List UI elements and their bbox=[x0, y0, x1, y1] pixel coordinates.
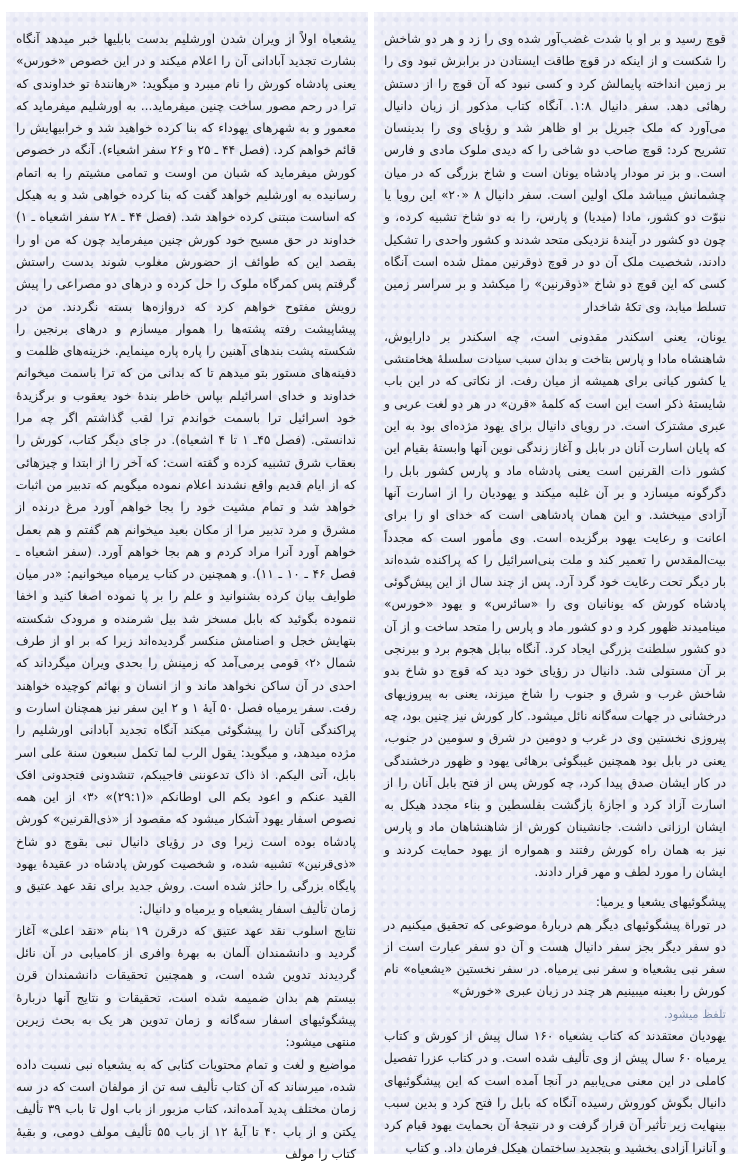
section-heading: پیشگوئیهای یشعیا و یرمیا: bbox=[595, 895, 726, 910]
faint-line: تلفظ میشود. bbox=[663, 1006, 726, 1021]
paragraph: یونان، یعنی اسکندر مقدونی است، چه اسکندر بر دارایوش، شاهنشاه مادا و پارس بتاخت و بدان سبب سیادت سلسلهٔ هخامنشی یا کشور کیانی برای همیشه از میان رفت. از نکاتی که در این باب شایستهٔ ذکر است این است که کلمهٔ «قرن» در هر دو لغت عربی و عبری مشترک است. در رویای دانیال برای یهود مژده‌ای بود به این که پایان اسارت آنان در بابل و آغاز زندگی نوین آنها وابستهٔ بقیام این کشور ذات القرنین است یعنی پادشاه ماد و پارس کشور بابل را دگرگونه میسازد و بر آن غلبه میکند و یهودیان را از اسارت آنها آزادی میبخشد. و این همان پادشاهی است که خدای او را برای اعانت و رعایت یهود برگزیده است. وی مأمور است که مجدداً بیت‌المقدس را تعمیر کند و ملت بنی‌اسرائیل را که پراکنده شده‌اند بار دیگر تحت رعایت خود گرد آرد. پس از چند سال از این پیش‌گوئی پادشاه کورش که یونانیان وی را «سائرس» و یهود «خورس» مینامیدند ظهور کرد و دو کشور ماد و پارس را متحد ساخت و از آن دو کشور سلطنت بزرگی ایجاد کرد. آنگاه ببابل هجوم برد و بیرنجی بر آن مستولی شد. دانیال در رؤیای خود دید که قوچ دو شاخ بدو شاخش غرب و شرق و جنوب را شاخ میزند، یعنی به پیروزیهای درخشانی در جهات سه‌گانه نائل میشود. کار کورش نیز چنین بود، چه پیروزی نخستین وی در غرب و دومین در شرق و سومین در جنوب، یعنی در بابل بود همچنین غیبگوئی برهائی یهود و ظهور درخشندگی در کار ایشان صدق پیدا کرد، چه کورش پس از فتح بابل آنان را از اسارت آزاد کرد و اجازهٔ بازگشت بفلسطین و بناء مجدد هیکل به ایشان ارزانی داشت. جانشینان کورش از شاهنشاهان ماد و پارس نیز به همان راه کورش رفتند و همواره از یهود حمایت کردند و ایشان را مورد لطف و مهر قرار دادند. bbox=[384, 329, 726, 879]
paragraph: قوچ رسید و بر او با شدت غضب‌آور شده وی را زد و هر دو شاخش را شکست و از اینکه در قوچ طاقت ایستادن در برابرش نبود وی را بر زمین انداخته پایمالش کرد و کسی نبود که آن قوچ را از دستش رهائی دهد. سفر دانیال ۱:۸. آنگاه کتاب مذکور از زبان دانیال می‌آورد که ملک جبریل بر او ظاهر شد و رؤیای وی را بدینسان تشریح کرد: قوچ صاحب دو شاخی را که دیدی ملوک مادی و فارس است. و بز نر مودار پادشاه یونان است و شاخ بزرگی که در میان چشمانش میباشد ملک اولین است. سفر دانیال ۸ «۲۰» این رویا یا نبوّت دو کشور، مادا (میدیا) و پارس، را به دو شاخ تشبیه کرده، و چون دو کشور در آیندهٔ نزدیکی متحد شدند و کشور واحدی را تشکیل دادند، شخصیت ملک آن دو در قوچ ذوقرنین ممثل شده است آنگاه کسی که این قوچ دو شاخ «ذوقرنین» را میکشد و بر سراسر زمین تسلط میابد، وی تکهٔ شاخدار bbox=[384, 32, 726, 314]
paragraph: یشعیاه اولاً از ویران شدن اورشلیم بدست بابلیها خبر میدهد آنگاه بشارت تجدید آبادانی آن را اعلام میکند و در این خصوص «خورس» یعنی پادشاه کورش را نام میبرد و میگوید: «رهانندهٔ تو خداوندی که ترا در رحم مصور ساخت چنین میفرماید... به اورشلیم میفرماید که معمور و به شهرهای یهوداء که بنا کرده خواهید شد و خرابیهایش را قائم خواهم کرد. (فصل ۴۴ ـ ۲۵ و ۲۶ سفر اشعیاء). آنگه در خصوص کورش میفرماید که شبان من اوست و تمامی مشیتم را به اتمام رسانیده به اورشلیم خواهد گفت که بنا کرده خواهی شد و به هیکل که اساست مبتنی کرده خواهد شد. (فصل ۴۴ ـ ۲۸ سفر اشعیاه ـ ۱) خداوند در حق مسیح خود کورش چنین میفرماید چون که من او را بقصد این که طوائف از حضورش مغلوب شوند بدست راستش گرفتم پس کمرگاه ملوک را حل کرده و درهای دو مصراعی را پیش رویش مفتوح خواهم کرد که دروازه‌ها بسته نگردند. من در پیشاپیشت رفته پشته‌ها را هموار میسازم و درهای برنجین را شکسته پشت بندهای آهنین را پاره پاره مینمایم. خزینه‌های ظلمت و دفینه‌های مستور بتو میدهم تا که بدانی من که ترا باسمت میخوانم خداوند و خدای اسرائیلم بپاس خاطر بندهٔ خود یعقوب و برگزیدهٔ خود اسرائیل ترا باسمت خواندم ترا لقب گذاشتم اگر چه مرا ندانستی. (فصل ۴۵ـ ۱ تا ۴ اشعیاه). در جای دیگر کتاب، کورش را بعقاب شرق تشبیه کرده و گفته است: که آخر را از ابتدا و چیزهائی که از ایام قدیم واقع نشدند اعلام نموده میگویم که تدبیر من اثبات خواهد شد و تمام مشیت خود را بجا خواهم آورد مرغ درنده از مشرق و مرد تدبیر مرا از مکان بعید میخوانم هم گفتم و هم بعمل خواهم آورد آنرا مراد کردم و هم بجا خواهم آورد. (سفر اشعیاه ـ فصل ۴۶ ـ ۱۰ ـ ۱۱). و همچنین در کتاب یرمیاه میخوانیم: «در میان طوایف بیان کرده بشنوانید و علم را بر پا نموده اصغا کنید و اخفا ننموده بگوئید که بابل مسخر شد بیل شرمنده و مرودک شکسته بتهایش خجل و اصنامش منکسر گردیده‌اند زیرا که بر او از طرف شمال ‹۲› قومی برمی‌آمد که زمینش را بحدی ویران میگرداند که احدی در آن ساکن نخواهد ماند و از انسان و بهائم کوچیده خواهند رفت. سفر یرمیاه فصل ۵۰ آیهٔ ۱ و ۲ این سفر نیز همچنان اسارت و پراکندگی آنان را پیشگوئی میکند آنگاه تجدید آبادانی اورشلیم را مژده میدهد، و میگوید: یقول الرب لما تکمل سبعون سنة علی اسر بابل، آتی الیکم. اذ ذاک تدعوننی فاجیبکم، تنشدونی فتجدونی افک القید عنکم و اعود بکم الی اوطانکم «(۲۹:۱)» ‹۳› از این همه نصوص اسفار یهود آشکار میشود که مقصود از «ذی‌القرنین» کورش پادشاه بوده است زیرا وی در رؤیای دانیال نبی بقوچ دو شاخ «ذی‌قرنین» تشبیه شده، و شخصیت کورش پادشاه در عقیدهٔ یهود پایگاه بزرگی را حائز شده است. روش جدید برای نقد عهد عتیق و زمان تألیف اسفار یشعیاه و یرمیاه و دانیال: bbox=[16, 32, 357, 916]
left-text-column bbox=[6, 12, 368, 1161]
paragraph: نتایج اسلوب نقد عهد عتیق که درقرن ۱۹ بنام «نقد اعلی» آغاز گردید و دانشمندان آلمان به بهرهٔ وافری از کامیابی در آن نائل گردیدند تدوین شده است، و همچنین تحقیقات دانشمندان قرن بیستم هم بدان ضمیمه شده است، تحقیقات و نتایج آنها دربارهٔ پیشگوئیهای اسفار سه‌گانه و زمان تدوین هر یک به بحث زیرین منتهی میشود: bbox=[16, 923, 357, 1050]
paragraph-gap bbox=[384, 883, 726, 891]
paragraph: مواضیع و لغت و تمام محتویات کتابی که به یشعیاه نبی نسبت داده شده، میرساند که آن کتاب تألیف سه تن از مولفان است که در سه زمان مختلف پدید آمده‌اند، کتاب مزبور از باب اول تا باب ۳۹ تألیف یکتن و از باب ۴۰ تا آیهٔ ۱۲ از باب ۵۵ تألیف مولف دومی، و بقیهٔ کتاب را مولف bbox=[16, 1057, 356, 1161]
right-text-column bbox=[374, 12, 738, 1154]
paragraph-gap bbox=[384, 318, 726, 326]
paragraph: در توراة پیشگوئیهای دیگر هم دربارهٔ موضوعی که تحقیق میکنیم در دو سفر دیگر بجز سفر دانیال هست و آن دو سفر عبارت است از سفر نبی یشعیاه و سفر نبی یرمیاه. در سفر نخستین «یشعیاه» نام کورش را بعینه میبینیم هر چند در زبان عبری «خورش» bbox=[384, 917, 726, 999]
paragraph: یهودیان معتقدند که کتاب یشعیاه ۱۶۰ سال پیش از کورش و کتاب یرمیاه ۶۰ سال پیش از وی تألیف شده است. و در کتاب عزرا تفصیل کاملی در این معنی می‌یابیم در آنجا آمده است که این پیشگوئیهای دانیال بگوش کوروش رسیده آنگاه که بابل را فتح کرد و بدین سبب بینهایت زیر تأثیر آن قرار گرفت و در نتیجهٔ آن بحمایت یهود قیام کرد و آنانرا آزادی بخشید و بتجدید ساختمان هیکل فرمان داد. و کتاب bbox=[384, 1029, 726, 1155]
